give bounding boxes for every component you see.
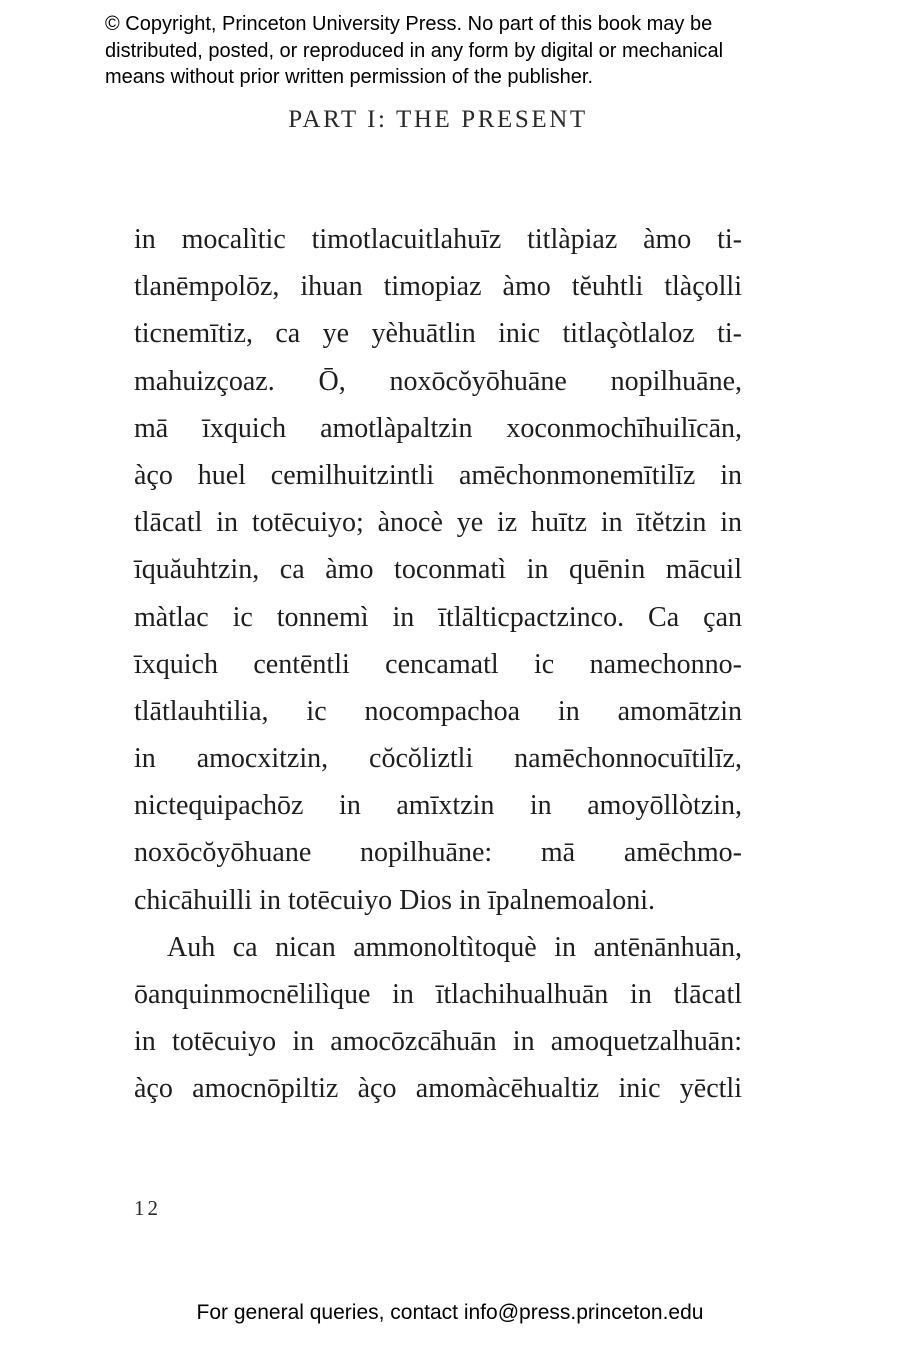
copyright-line-2: distributed, posted, or reproduced in any form by digital or mechanical [105,39,724,62]
text-line: tlātlauhtilia, ic nocompachoa in amomātzin [134,695,742,727]
text-line: īxquich centēntli cencamatl ic namechonno- [134,648,742,680]
text-line: in amocxitzin, cŏcŏliztli namēchonnocuītilīz, [134,743,742,775]
text-line: nictequipachōz in amīxtzin in amoyōllòtzin, [134,790,742,822]
text-line: àço amocnōpiltiz àço amomàcēhualtiz inic yēctli [134,1073,742,1105]
page-number: 12 [134,1196,161,1220]
text-line: tlācatl in totēcuiyo; ànocè ye iz huītz in ītĕtzin in [134,507,742,539]
running-head: PART I: THE PRESENT [288,106,588,133]
paragraph-end-line: chicāhuilli in totēcuiyo Dios in īpalnemoaloni. [134,884,656,916]
text-line: īquăuhtzin, ca àmo toconmatì in quēnin mācuil [134,554,742,586]
text-line: mā īxquich amotlàpaltzin xoconmochīhuilīcān, [134,412,742,444]
text-line: ticnemītiz, ca ye yèhuātlin inic titlaçòtlaloz ti- [134,318,742,350]
text-line: in totēcuiyo in amocōzcāhuān in amoquetzalhuān: [134,1026,742,1058]
body-text [134,216,742,1113]
text-line: tlanēmpolōz, ihuan timopiaz àmo tĕuhtli tlàçolli [134,271,742,303]
text-line: màtlac ic tonnemì in ītlālticpactzinco. Ca çan [134,601,742,633]
text-line: in mocalìtic timotlacuitlahuīz titlàpiaz àmo ti- [134,224,742,255]
paragraph-start-line: Auh ca nican ammonoltìtoquè in antēnānhuān, [167,931,742,963]
copyright-line-1: © Copyright, Princeton University Press. No part of this book may be [105,13,713,35]
text-line: mahuizçoaz. Ō, noxōcŏyōhuāne nopilhuāne, [134,365,742,397]
copyright-line-3: means without prior written permission of the publisher. [105,66,594,88]
copyright-notice [105,11,825,91]
text-line: noxōcŏyōhuane nopilhuāne: mā amēchmo- [134,837,742,869]
text-line: àço huel cemilhuitzintli amēchonmonemītilīz in [134,459,742,491]
text-line: ōanquinmocnēlilìque in ītlachihualhuān in tlācatl [134,979,742,1010]
footer-contact: For general queries, contact info@press.princeton.edu [196,1301,704,1324]
